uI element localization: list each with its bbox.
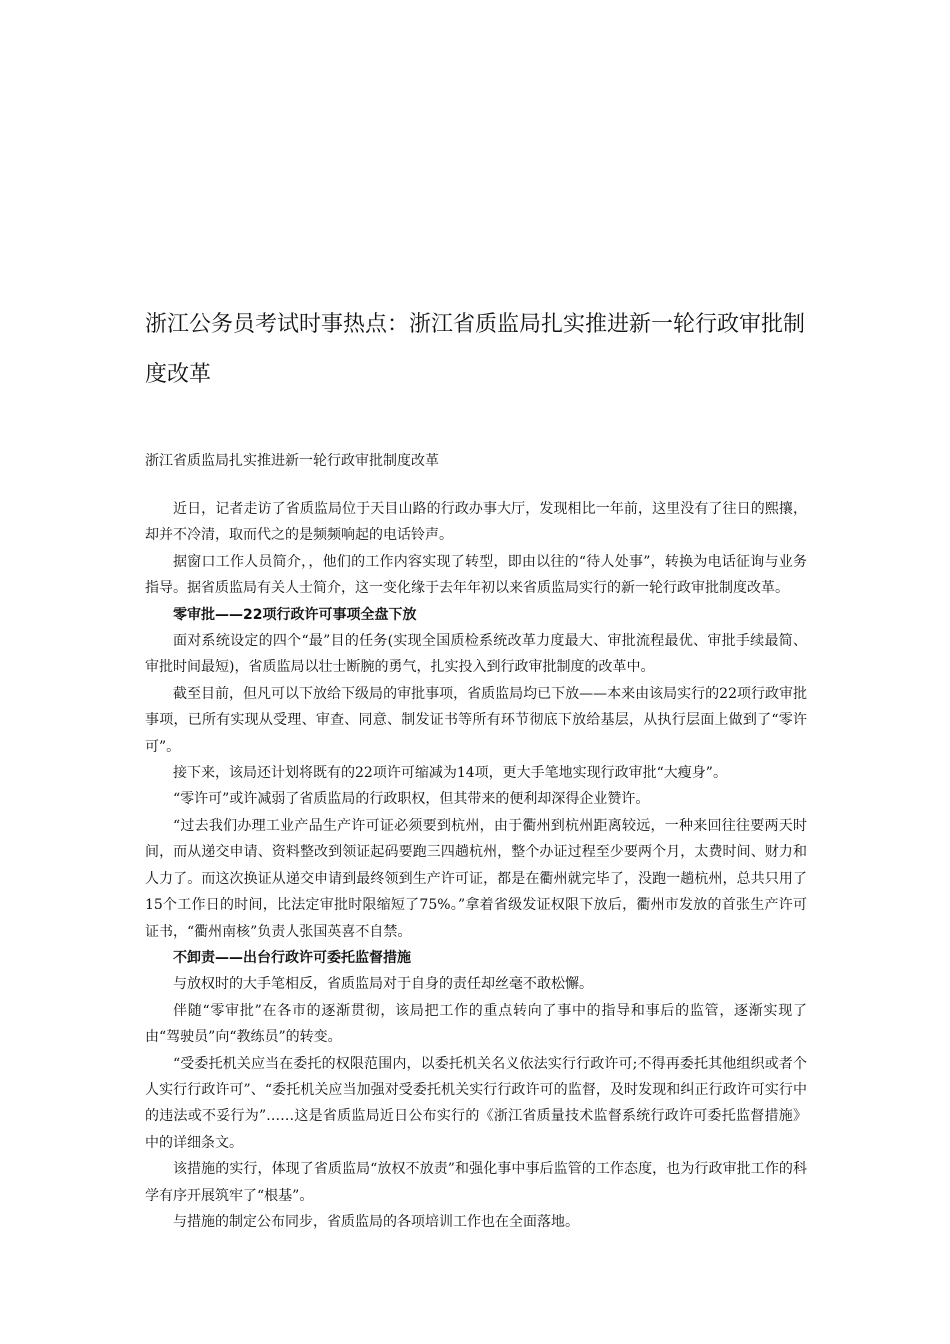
paragraph: 与放权时的大手笔相反，省质监局对于自身的责任却丝毫不敢松懈。 (173, 976, 593, 993)
paragraph: 近日，记者走访了省质监局位于天目山路的行政办事大厅，发现相比一年前，这里没有了往日的熙攘，却并不冷清，取而代之的是频频响起的电话铃声。 (145, 501, 807, 544)
paragraph: “零许可”或许减弱了省质监局的行政职权，但其带来的便利却深得企业赞许。 (173, 791, 650, 808)
paragraph: 面对系统设定的四个“最”目的任务(实现全国质检系统改革力度最大、审批流程最优、审批手续最简、审批时间最短)，省质监局以壮士断腕的勇气，扎实投入到行政审批制度的改革中。 (145, 633, 807, 676)
paragraph: 接下来，该局还计划将既有的22项许可缩减为14项，更大手笔地实现行政审批“大瘦身”。 (173, 765, 727, 782)
paragraph: “受委托机关应当在委托的权限范围内，以委托机关名义依法实行行政许可;不得再委托其他组织或者个人实行行政许可”、“委托机关应当加强对受委托机关实行行政许可的监督，及时发现和纠正行政许可实行中的违法或不妥行为”……这是省质监局近日公布实行的《浙江省质量技术监督系统行政许可委托监督措施》中的详细条文。 (145, 1055, 807, 1151)
paragraph: 与措施的制定公布同步，省质监局的各项培训工作也在全面落地。 (173, 1213, 579, 1230)
paragraph: 伴随“零审批”在各市的逐渐贯彻，该局把工作的重点转向了事中的指导和事后的监管，逐渐实现了由“驾驶员”向“教练员”的转变。 (145, 1002, 807, 1046)
document-subtitle: 浙江省质监局扎实推进新一轮行政审批制度改革 (145, 453, 439, 469)
paragraph: 截至目前，但凡可以下放给下级局的审批事项，省质监局均已下放——本来由该局实行的22项行政审批事项，已所有实现从受理、审查、同意、制发证书等所有环节彻底下放给基层，从执行层面上做到了“零许可”。 (145, 685, 807, 755)
article-body (145, 496, 807, 1235)
document-title: 浙江公务员考试时事热点：浙江省质监局扎实推进新一轮行政审批制度改革 (145, 312, 806, 387)
section-heading: 零审批——22项行政许可事项全盘下放 (173, 606, 417, 623)
paragraph: 据窗口工作人员简介，，他们的工作内容实现了转型，即由以往的“待人处事”，转换为电话征询与业务指导。据省质监局有关人士简介，这一变化缘于去年年初以来省质监局实行的新一轮行政审批制度改革。 (145, 553, 807, 597)
paragraph: 该措施的实行，体现了省质监局“放权不放责”和强化事中事后监管的工作态度，也为行政审批工作的科学有序开展筑牢了“根基”。 (145, 1161, 807, 1204)
section-heading: 不卸责——出台行政许可委托监督措施 (173, 949, 411, 966)
paragraph: “过去我们办理工业产品生产许可证必须要到杭州，由于衢州到杭州距离较远，一种来回往往要两天时间，而从递交申请、资料整改到领证起码要跑三四趟杭州，整个办证过程至少要两个月，太费时间、财力和人力了。而这次换证从递交申请到最终领到生产许可证，都是在衢州就完毕了，没跑一趟杭州，总共只用了15个工作日的时间，比法定审批时限缩短了75%。”拿着省级发证权限下放后，衢州市发放的首张生产许可证书，“衢州南核”负责人张国英喜不自禁。 (145, 817, 807, 940)
